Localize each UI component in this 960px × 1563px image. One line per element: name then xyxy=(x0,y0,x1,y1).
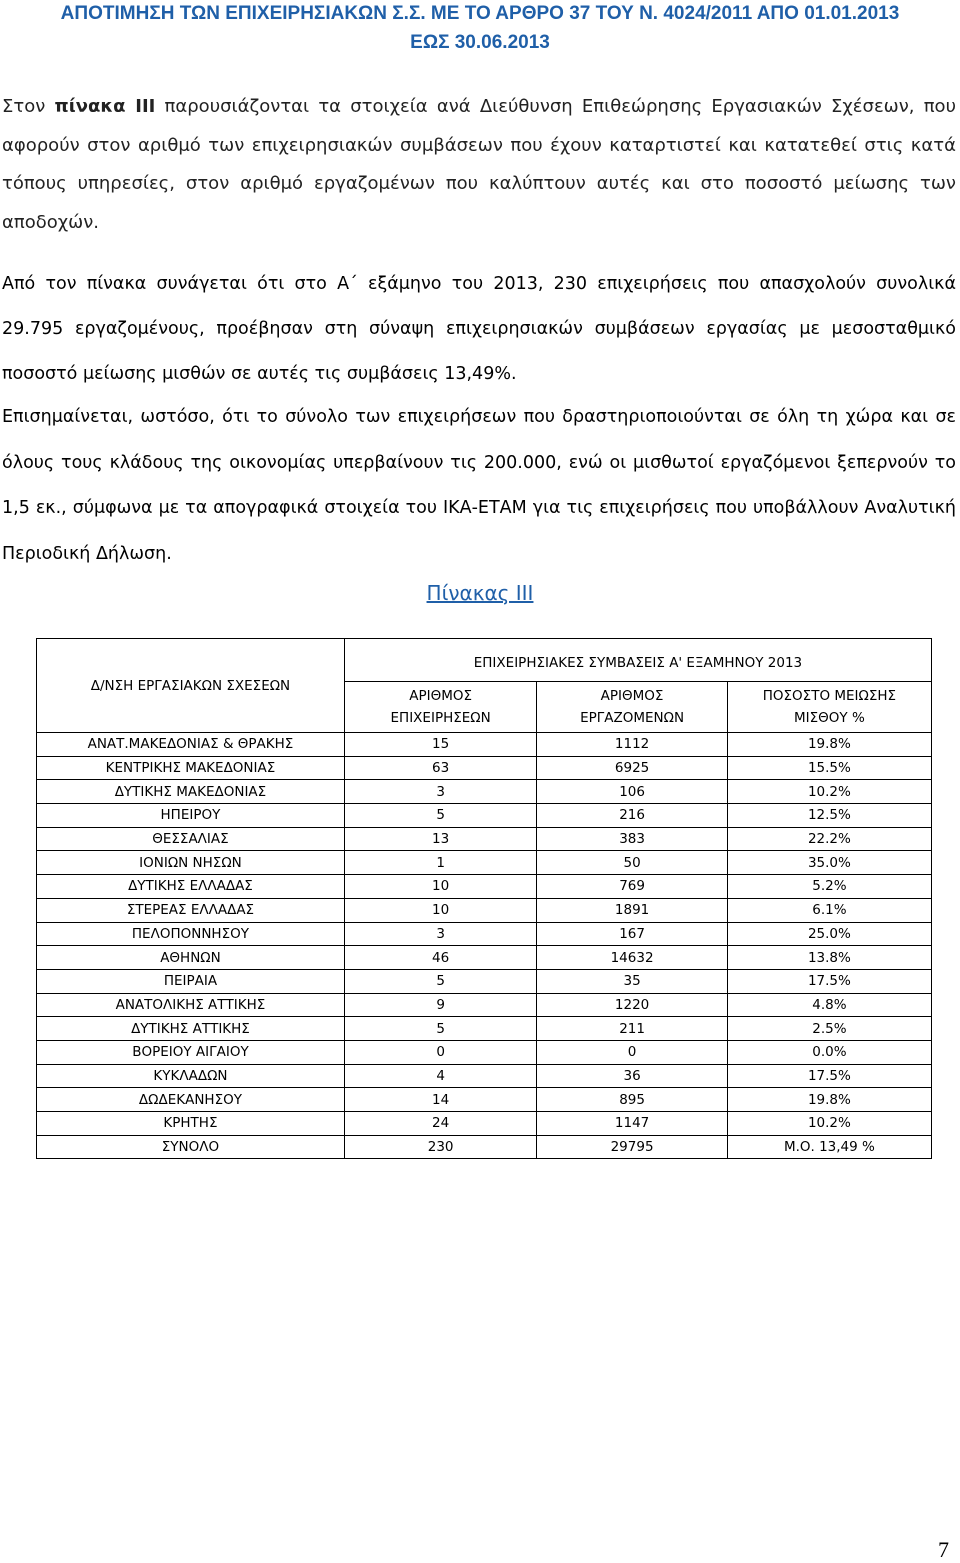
cell-workers: 769 xyxy=(537,875,727,899)
cell-workers: 383 xyxy=(537,827,727,851)
document-title-line-2: ΕΩΣ 30.06.2013 xyxy=(410,32,550,53)
page-number: 7 xyxy=(938,1537,949,1562)
cell-workers: 6925 xyxy=(537,756,727,780)
cell-directorate: ΔΥΤΙΚΗΣ ΑΤΤΙΚΗΣ xyxy=(37,1017,345,1041)
cell-pay-cut: 17.5% xyxy=(727,1064,931,1088)
cell-workers: 14632 xyxy=(537,946,727,970)
cell-workers: 1112 xyxy=(537,733,727,757)
table-row xyxy=(37,875,932,899)
column-header-pay-cut-line1: ΠΟΣΟΣΤΟ ΜΕΙΩΣΗΣ xyxy=(762,688,897,704)
table-row xyxy=(37,1040,932,1064)
cell-workers: 1891 xyxy=(537,898,727,922)
cell-pay-cut: 17.5% xyxy=(727,969,931,993)
cell-pay-cut: 15.5% xyxy=(727,756,931,780)
table-row xyxy=(37,969,932,993)
cell-directorate: ΑΝΑΤ.ΜΑΚΕΔΟΝΙΑΣ & ΘΡΑΚΗΣ xyxy=(37,733,345,757)
cell-firms: 9 xyxy=(344,993,536,1017)
table-row xyxy=(37,804,932,828)
cell-pay-cut: 5.2% xyxy=(727,875,931,899)
cell-firms: 1 xyxy=(344,851,536,875)
cell-firms: 5 xyxy=(344,1017,536,1041)
column-header-workers-line2: ΕΡΓΑΖΟΜΕΝΩΝ xyxy=(580,710,685,726)
cell-firms: 3 xyxy=(344,922,536,946)
cell-directorate: ΗΠΕΙΡΟΥ xyxy=(37,804,345,828)
cell-directorate: ΑΘΗΝΩΝ xyxy=(37,946,345,970)
cell-firms: 5 xyxy=(344,969,536,993)
cell-workers: 216 xyxy=(537,804,727,828)
cell-workers: 29795 xyxy=(537,1135,727,1159)
cell-workers: 167 xyxy=(537,922,727,946)
cell-directorate: ΚΕΝΤΡΙΚΗΣ ΜΑΚΕΔΟΝΙΑΣ xyxy=(37,756,345,780)
cell-workers: 1220 xyxy=(537,993,727,1017)
table-row xyxy=(37,756,932,780)
cell-directorate: ΔΥΤΙΚΗΣ ΕΛΛΑΔΑΣ xyxy=(37,875,345,899)
cell-pay-cut: 22.2% xyxy=(727,827,931,851)
column-header-workers-line1: ΑΡΙΘΜΟΣ xyxy=(600,688,664,704)
paragraph-intro-start: Στον xyxy=(2,96,55,117)
cell-workers: 50 xyxy=(537,851,727,875)
cell-firms: 0 xyxy=(344,1040,536,1064)
cell-pay-cut: 13.8% xyxy=(727,946,931,970)
cell-directorate: ΙΟΝΙΩΝ ΝΗΣΩΝ xyxy=(37,851,345,875)
cell-firms: 15 xyxy=(344,733,536,757)
cell-workers: 35 xyxy=(537,969,727,993)
table-row xyxy=(37,1017,932,1041)
cell-directorate: ΚΡΗΤΗΣ xyxy=(37,1112,345,1136)
column-header-firms-line2: ΕΠΙΧΕΙΡΗΣΕΩΝ xyxy=(390,710,491,726)
cell-directorate: ΔΥΤΙΚΗΣ ΜΑΚΕΔΟΝΙΑΣ xyxy=(37,780,345,804)
table-row xyxy=(37,922,932,946)
cell-directorate: ΘΕΣΣΑΛΙΑΣ xyxy=(37,827,345,851)
table-row xyxy=(37,1135,932,1159)
column-header-firms-line1: ΑΡΙΘΜΟΣ xyxy=(409,688,473,704)
table-body xyxy=(37,733,932,1159)
table-row xyxy=(37,827,932,851)
cell-directorate: ΠΕΙΡΑΙΑ xyxy=(37,969,345,993)
column-header-directorate: Δ/ΝΣΗ ΕΡΓΑΣΙΑΚΩΝ ΣΧΕΣΕΩΝ xyxy=(37,639,345,733)
column-header-firms xyxy=(344,682,536,733)
cell-directorate: ΣΥΝΟΛΟ xyxy=(37,1135,345,1159)
column-header-pay-cut xyxy=(727,682,931,733)
table-row xyxy=(37,946,932,970)
agreements-table xyxy=(36,638,932,1159)
cell-pay-cut: 35.0% xyxy=(727,851,931,875)
cell-pay-cut: 19.8% xyxy=(727,1088,931,1112)
cell-pay-cut: 25.0% xyxy=(727,922,931,946)
cell-firms: 14 xyxy=(344,1088,536,1112)
table-row xyxy=(37,733,932,757)
table-row xyxy=(37,993,932,1017)
cell-firms: 4 xyxy=(344,1064,536,1088)
cell-firms: 5 xyxy=(344,804,536,828)
paragraph-intro-bold: πίνακα ΙΙΙ xyxy=(54,96,156,117)
cell-firms: 230 xyxy=(344,1135,536,1159)
cell-directorate: ΠΕΛΟΠΟΝΝΗΣΟΥ xyxy=(37,922,345,946)
cell-directorate: ΚΥΚΛΑΔΩΝ xyxy=(37,1064,345,1088)
cell-workers: 36 xyxy=(537,1064,727,1088)
cell-firms: 46 xyxy=(344,946,536,970)
cell-pay-cut: 2.5% xyxy=(727,1017,931,1041)
cell-pay-cut: 12.5% xyxy=(727,804,931,828)
paragraph-intro xyxy=(2,88,956,242)
cell-directorate: ΑΝΑΤΟΛΙΚΗΣ ΑΤΤΙΚΗΣ xyxy=(37,993,345,1017)
paragraph-note: Επισημαίνεται, ωστόσο, ότι το σύνολο των επιχειρήσεων που δραστηριοποιούνται σε όλη τη χώρα και σε όλους τους κλάδους της οικονομίας υπερβαίνουν τις 200.000, ενώ οι μισθωτοί εργαζόμενοι ξεπερνούν το 1,5 εκ., σύμφωνα με τα απογραφικά στοιχεία του ΙΚΑ-ΕΤΑΜ για τις επιχειρήσεις που υποβάλλουν Αναλυτική Περιοδική Δήλωση. xyxy=(2,407,956,564)
table-row xyxy=(37,851,932,875)
column-header-workers xyxy=(537,682,727,733)
table-row xyxy=(37,1088,932,1112)
table-caption: Πίνακας ΙΙΙ xyxy=(426,581,534,605)
group-header: ΕΠΙΧΕΙΡΗΣΙΑΚΕΣ ΣΥΜΒΑΣΕΙΣ Α' ΕΞΑΜΗΝΟΥ 2013 xyxy=(344,639,931,682)
cell-firms: 24 xyxy=(344,1112,536,1136)
cell-workers: 895 xyxy=(537,1088,727,1112)
cell-pay-cut: 0.0% xyxy=(727,1040,931,1064)
cell-directorate: ΔΩΔΕΚΑΝΗΣΟΥ xyxy=(37,1088,345,1112)
cell-directorate: ΣΤΕΡΕΑΣ ΕΛΛΑΔΑΣ xyxy=(37,898,345,922)
table-row xyxy=(37,1064,932,1088)
column-header-pay-cut-line2: ΜΙΣΘΟΥ % xyxy=(794,710,865,726)
cell-pay-cut: 4.8% xyxy=(727,993,931,1017)
cell-firms: 3 xyxy=(344,780,536,804)
cell-pay-cut: 6.1% xyxy=(727,898,931,922)
cell-workers: 0 xyxy=(537,1040,727,1064)
cell-firms: 10 xyxy=(344,898,536,922)
paragraph-summary: Από τον πίνακα συνάγεται ότι στο Α΄ εξάμηνο του 2013, 230 επιχειρήσεις που απασχολούν συνολικά 29.795 εργαζομένους, προέβησαν στη σύναψη επιχειρησιακών συμβάσεων εργασίας με μεσοσταθμικό ποσοστό μείωσης μισθών σε αυτές τις συμβάσεις 13,49%. xyxy=(2,274,956,384)
cell-pay-cut: 10.2% xyxy=(727,780,931,804)
cell-pay-cut: 10.2% xyxy=(727,1112,931,1136)
cell-pay-cut: 19.8% xyxy=(727,733,931,757)
table-row xyxy=(37,1112,932,1136)
cell-firms: 10 xyxy=(344,875,536,899)
cell-firms: 13 xyxy=(344,827,536,851)
table-row xyxy=(37,780,932,804)
cell-directorate: ΒΟΡΕΙΟΥ ΑΙΓΑΙΟΥ xyxy=(37,1040,345,1064)
table-row xyxy=(37,898,932,922)
cell-workers: 106 xyxy=(537,780,727,804)
cell-firms: 63 xyxy=(344,756,536,780)
document-title-line-1: ΑΠΟΤΙΜΗΣΗ ΤΩΝ ΕΠΙΧΕΙΡΗΣΙΑΚΩΝ Σ.Σ. ΜΕ ΤΟ ΑΡΘΡΟ 37 ΤΟΥ Ν. 4024/2011 ΑΠΟ 01.01.2013 xyxy=(60,3,900,24)
cell-workers: 211 xyxy=(537,1017,727,1041)
cell-workers: 1147 xyxy=(537,1112,727,1136)
cell-pay-cut: Μ.Ο. 13,49 % xyxy=(727,1135,931,1159)
paragraph-intro-rest: παρουσιάζονται τα στοιχεία ανά Διεύθυνση Επιθεώρησης Εργασιακών Σχέσεων, που αφορούν στον αριθμό των επιχειρησιακών συμβάσεων που έχουν καταρτιστεί και κατατεθεί στις κατά τόπους υπηρεσίες, στον αριθμό εργαζομένων που καλύπτουν αυτές και στο ποσοστό μείωσης των αποδοχών. xyxy=(2,96,956,233)
